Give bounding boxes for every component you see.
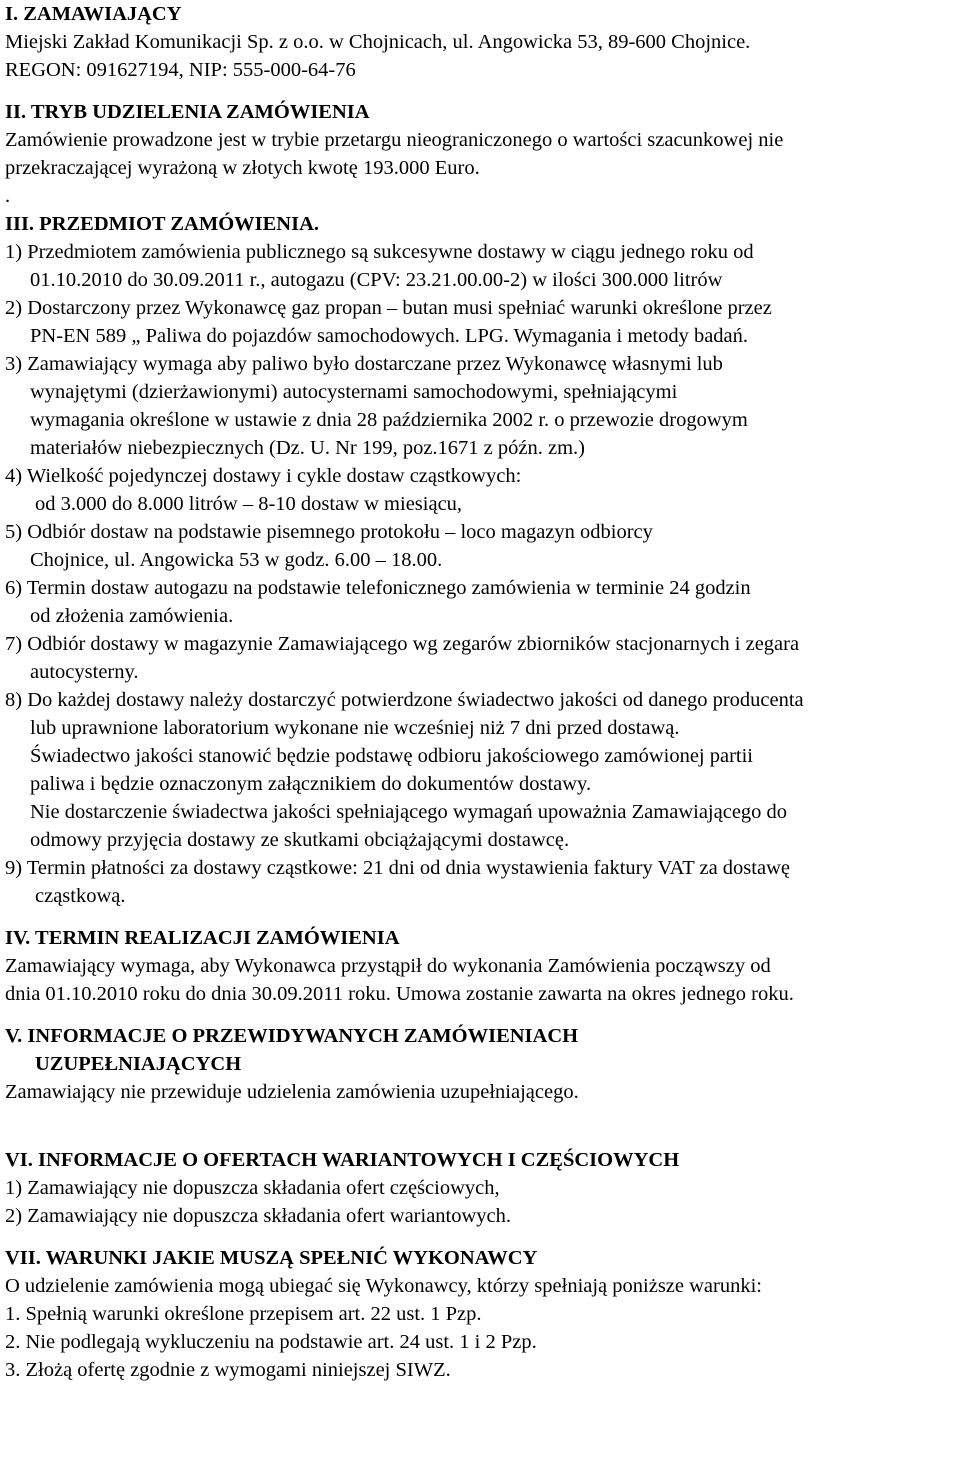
paragraph-line: REGON: 091627194, NIP: 555-000-64-76 bbox=[5, 59, 356, 81]
list-item-continuation: lub uprawnione laboratorium wykonane nie wcześniej niż 7 dni przed dostawą. bbox=[30, 717, 680, 739]
list-item: 1) Przedmiotem zamówienia publicznego są sukcesywne dostawy w ciągu jednego roku od bbox=[5, 241, 754, 263]
list-item: 4) Wielkość pojedynczej dostawy i cykle dostaw cząstkowych: bbox=[5, 465, 522, 487]
list-item-continuation: 01.10.2010 do 30.09.2011 r., autogazu (CPV: 23.21.00.00-2) w ilości 300.000 litrów bbox=[30, 269, 723, 291]
list-item-continuation: wynajętymi (dzierżawionymi) autocysternami samochodowymi, spełniającymi bbox=[30, 381, 678, 403]
list-item: 8) Do każdej dostawy należy dostarczyć potwierdzone świadectwo jakości od danego producenta bbox=[5, 689, 804, 711]
list-item: 2. Nie podlegają wykluczeniu na podstawie art. 24 ust. 1 i 2 Pzp. bbox=[5, 1331, 537, 1353]
section-heading-oferty-wariantowe: VI. INFORMACJE O OFERTACH WARIANTOWYCH I CZĘŚCIOWYCH bbox=[5, 1149, 680, 1171]
document-page bbox=[5, 0, 957, 1384]
list-item-continuation: Nie dostarczenie świadectwa jakości spełniającego wymagań upoważnia Zamawiającego do bbox=[30, 801, 788, 823]
section-heading-zamawiajacy: I. ZAMAWIAJĄCY bbox=[5, 3, 182, 25]
list-item-continuation: paliwa i będzie oznaczonym załącznikiem do dokumentów dostawy. bbox=[30, 773, 592, 795]
list-item-continuation: od złożenia zamówienia. bbox=[30, 605, 234, 627]
list-item: 2) Dostarczony przez Wykonawcę gaz propan – butan musi spełniać warunki określone przez bbox=[5, 297, 772, 319]
paragraph-line: Zamówienie prowadzone jest w trybie przetargu nieograniczonego o wartości szacunkowej nie bbox=[5, 129, 784, 151]
list-item: 7) Odbiór dostawy w magazynie Zamawiającego wg zegarów zbiorników stacjonarnych i zegara bbox=[5, 633, 800, 655]
list-item-continuation: PN-EN 589 „ Paliwa do pojazdów samochodowych. LPG. Wymagania i metody badań. bbox=[30, 325, 749, 347]
paragraph-line: Zamawiający wymaga, aby Wykonawca przystąpił do wykonania Zamówienia począwszy od bbox=[5, 955, 771, 977]
paragraph-line: O udzielenie zamówienia mogą ubiegać się Wykonawcy, którzy spełniają poniższe warunki: bbox=[5, 1275, 762, 1297]
paragraph-line: Zamawiający nie przewiduje udzielenia zamówienia uzupełniającego. bbox=[5, 1081, 579, 1103]
section-heading-termin: IV. TERMIN REALIZACJI ZAMÓWIENIA bbox=[5, 927, 400, 949]
paragraph-line: dnia 01.10.2010 roku do dnia 30.09.2011 roku. Umowa zostanie zawarta na okres jednego roku. bbox=[5, 983, 794, 1005]
section-heading-zamowienia-uzupelniajace: V. INFORMACJE O PRZEWIDYWANYCH ZAMÓWIENIACH bbox=[5, 1025, 579, 1047]
section-heading-tryb: II. TRYB UDZIELENIA ZAMÓWIENIA bbox=[5, 101, 370, 123]
list-item: 3) Zamawiający wymaga aby paliwo było dostarczane przez Wykonawcę własnymi lub bbox=[5, 353, 723, 375]
paragraph-line: przekraczającej wyrażoną w złotych kwotę 193.000 Euro. bbox=[5, 157, 480, 179]
list-item-continuation: materiałów niebezpiecznych (Dz. U. Nr 199, poz.1671 z późn. zm.) bbox=[30, 437, 586, 459]
list-item: 1. Spełnią warunki określone przepisem art. 22 ust. 1 Pzp. bbox=[5, 1303, 482, 1325]
list-item-continuation: Chojnice, ul. Angowicka 53 w godz. 6.00 – 18.00. bbox=[30, 549, 443, 571]
paragraph-line: . bbox=[5, 185, 11, 207]
section-heading-continuation: UZUPEŁNIAJĄCYCH bbox=[35, 1053, 242, 1075]
list-item: 3. Złożą ofertę zgodnie z wymogami niniejszej SIWZ. bbox=[5, 1359, 451, 1381]
list-item: 5) Odbiór dostaw na podstawie pisemnego protokołu – loco magazyn odbiorcy bbox=[5, 521, 653, 543]
list-item-continuation: odmowy przyjęcia dostawy ze skutkami obciążającymi dostawcę. bbox=[30, 829, 570, 851]
section-heading-przedmiot: III. PRZEDMIOT ZAMÓWIENIA. bbox=[5, 213, 319, 235]
list-item-continuation: cząstkową. bbox=[35, 885, 126, 907]
list-item: 1) Zamawiający nie dopuszcza składania ofert częściowych, bbox=[5, 1177, 500, 1199]
list-item: 2) Zamawiający nie dopuszcza składania ofert wariantowych. bbox=[5, 1205, 512, 1227]
paragraph-line: Miejski Zakład Komunikacji Sp. z o.o. w Chojnicach, ul. Angowicka 53, 89-600 Chojnice. bbox=[5, 31, 751, 53]
list-item-continuation: wymagania określone w ustawie z dnia 28 października 2002 r. o przewozie drogowym bbox=[30, 409, 748, 431]
list-item-continuation: Świadectwo jakości stanowić będzie podstawę odbioru jakościowego zamówionej partii bbox=[30, 745, 753, 767]
section-heading-warunki: VII. WARUNKI JAKIE MUSZĄ SPEŁNIĆ WYKONAWCY bbox=[5, 1247, 538, 1269]
list-item-continuation: od 3.000 do 8.000 litrów – 8-10 dostaw w miesiącu, bbox=[35, 493, 463, 515]
list-item: 9) Termin płatności za dostawy cząstkowe: 21 dni od dnia wystawienia faktury VAT za dostawę bbox=[5, 857, 790, 879]
list-item-continuation: autocysterny. bbox=[30, 661, 139, 683]
list-item: 6) Termin dostaw autogazu na podstawie telefonicznego zamówienia w terminie 24 godzin bbox=[5, 577, 751, 599]
